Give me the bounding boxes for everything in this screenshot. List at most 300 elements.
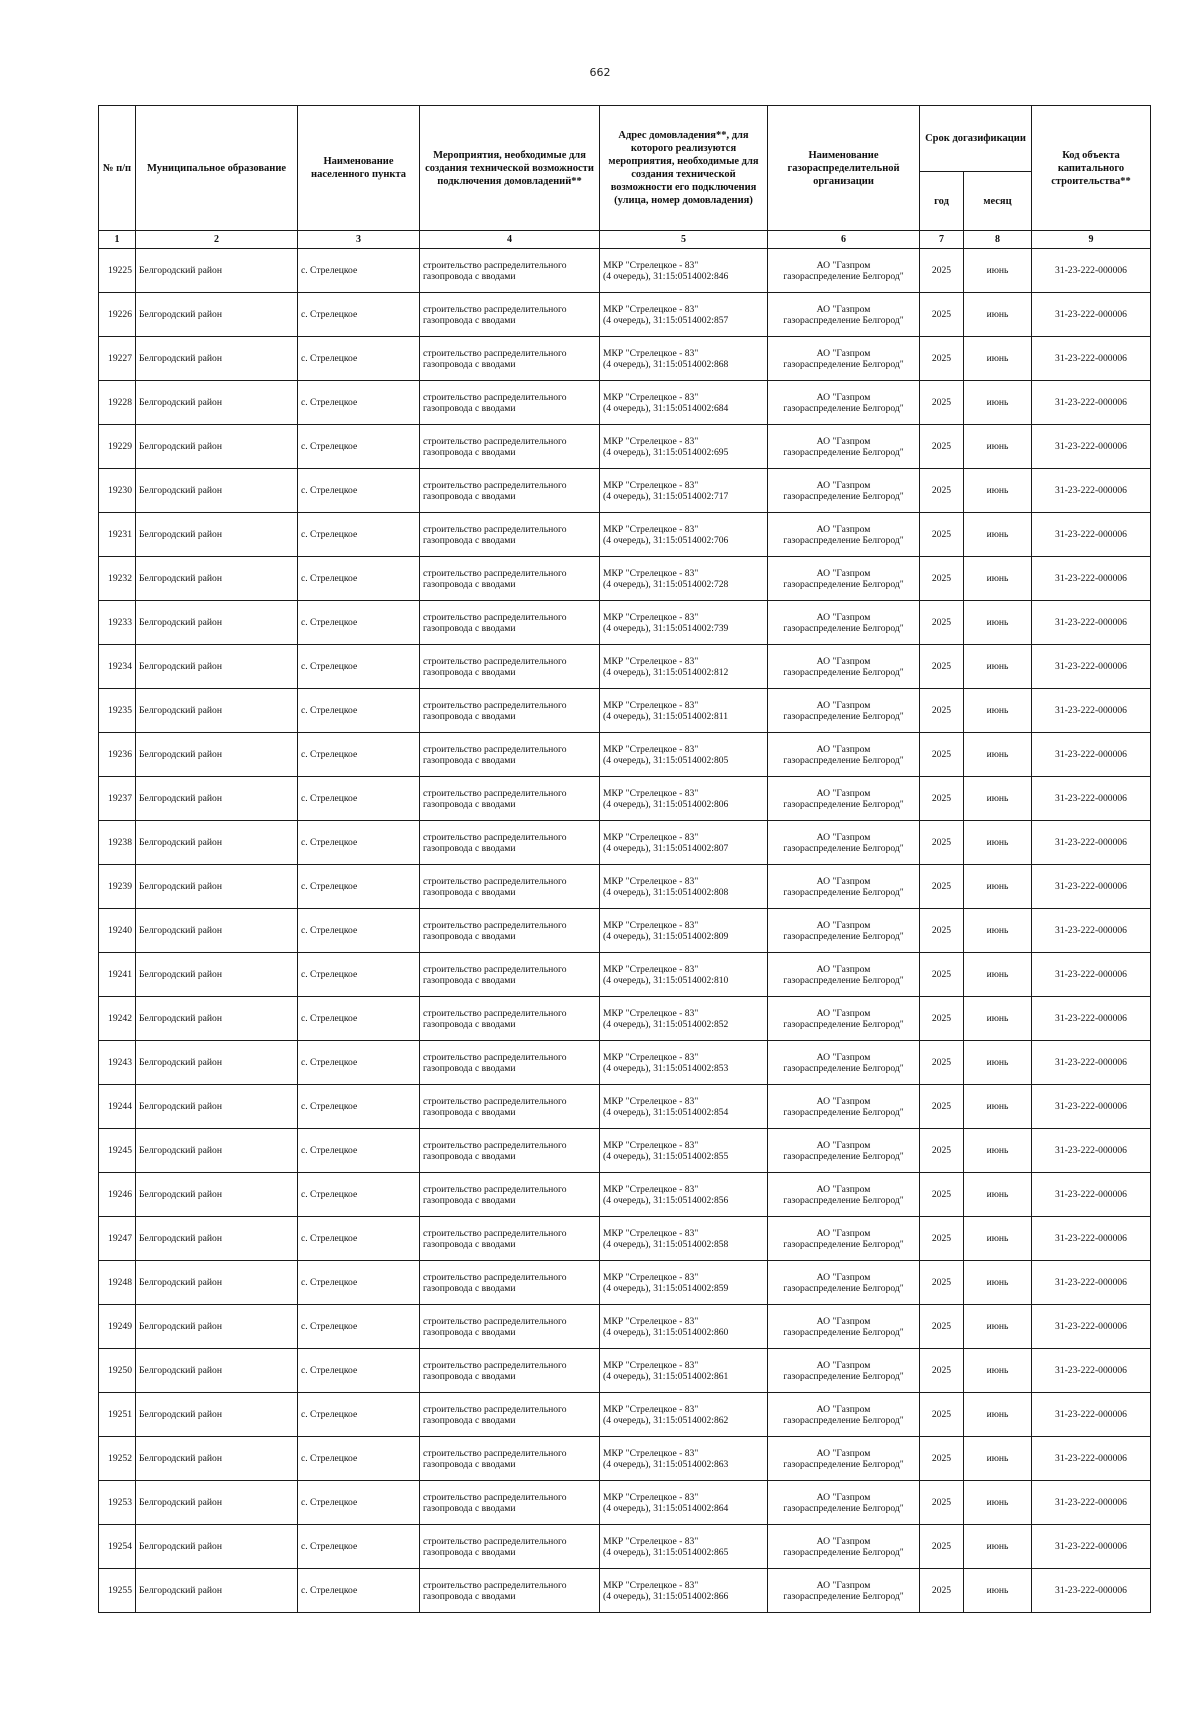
cell-settlement: с. Стрелецкое: [298, 249, 420, 293]
cell-measures: строительство распределительного газопровода с вводами: [420, 1305, 600, 1349]
cell-measures: строительство распределительного газопровода с вводами: [420, 909, 600, 953]
cell-organization-line: АО "Газпром: [816, 919, 871, 931]
cell-code: 31-23-222-000006: [1032, 909, 1151, 953]
cell-organization-line: газораспределение Белгород": [783, 974, 904, 986]
cell-settlement: с. Стрелецкое: [298, 469, 420, 513]
cell-month: июнь: [964, 1085, 1032, 1129]
cell-address: [600, 1569, 768, 1613]
cell-address-line: (4 очередь), 31:15:0514002:810: [603, 974, 729, 986]
cell-organization: [768, 733, 920, 777]
cell-code: 31-23-222-000006: [1032, 1525, 1151, 1569]
cell-measures: строительство распределительного газопровода с вводами: [420, 293, 600, 337]
cell-address: [600, 293, 768, 337]
cell-code: 31-23-222-000006: [1032, 689, 1151, 733]
cell-address: [600, 513, 768, 557]
cell-settlement: с. Стрелецкое: [298, 1525, 420, 1569]
cell-organization-line: АО "Газпром: [816, 963, 871, 975]
cell-year: 2025: [920, 1173, 964, 1217]
cell-municipality: Белгородский район: [136, 469, 298, 513]
cell-measures: строительство распределительного газопровода с вводами: [420, 1481, 600, 1525]
table-row: [99, 689, 1151, 733]
cell-address-line: (4 очередь), 31:15:0514002:811: [603, 710, 728, 722]
cell-organization: [768, 601, 920, 645]
cell-organization-line: АО "Газпром: [816, 347, 871, 359]
cell-address-line: МКР "Стрелецкое - 83": [603, 787, 699, 799]
cell-address: [600, 1041, 768, 1085]
cell-organization-line: АО "Газпром: [816, 1007, 871, 1019]
cell-num: 19233: [99, 601, 136, 645]
cell-month: июнь: [964, 909, 1032, 953]
cell-measures: строительство распределительного газопровода с вводами: [420, 557, 600, 601]
cell-municipality: Белгородский район: [136, 425, 298, 469]
column-number: 8: [964, 231, 1032, 249]
cell-code: 31-23-222-000006: [1032, 337, 1151, 381]
cell-organization: [768, 997, 920, 1041]
cell-organization-line: газораспределение Белгород": [783, 1062, 904, 1074]
cell-num: 19227: [99, 337, 136, 381]
cell-organization-line: АО "Газпром: [816, 303, 871, 315]
cell-address: [600, 469, 768, 513]
cell-address-line: (4 очередь), 31:15:0514002:846: [603, 270, 729, 282]
cell-month: июнь: [964, 1525, 1032, 1569]
cell-code: 31-23-222-000006: [1032, 1261, 1151, 1305]
cell-measures: строительство распределительного газопровода с вводами: [420, 1173, 600, 1217]
table-row: [99, 1569, 1151, 1613]
cell-num: 19245: [99, 1129, 136, 1173]
cell-address-line: (4 очередь), 31:15:0514002:857: [603, 314, 729, 326]
cell-code: 31-23-222-000006: [1032, 1481, 1151, 1525]
cell-address: [600, 381, 768, 425]
cell-code: 31-23-222-000006: [1032, 469, 1151, 513]
cell-municipality: Белгородский район: [136, 865, 298, 909]
cell-address-line: (4 очередь), 31:15:0514002:861: [603, 1370, 729, 1382]
cell-num: 19234: [99, 645, 136, 689]
cell-measures: строительство распределительного газопровода с вводами: [420, 953, 600, 997]
table-row: [99, 1393, 1151, 1437]
cell-address: [600, 1437, 768, 1481]
cell-measures: строительство распределительного газопровода с вводами: [420, 1525, 600, 1569]
cell-organization-line: газораспределение Белгород": [783, 1326, 904, 1338]
header-month: месяц: [964, 172, 1032, 231]
cell-address-line: (4 очередь), 31:15:0514002:706: [603, 534, 729, 546]
cell-month: июнь: [964, 1569, 1032, 1613]
cell-month: июнь: [964, 821, 1032, 865]
cell-address-line: (4 очередь), 31:15:0514002:812: [603, 666, 729, 678]
cell-address: [600, 1393, 768, 1437]
cell-address-line: МКР "Стрелецкое - 83": [603, 919, 699, 931]
cell-address-line: МКР "Стрелецкое - 83": [603, 1051, 699, 1063]
cell-code: 31-23-222-000006: [1032, 1129, 1151, 1173]
cell-measures: строительство распределительного газопровода с вводами: [420, 1085, 600, 1129]
cell-code: 31-23-222-000006: [1032, 1041, 1151, 1085]
cell-settlement: с. Стрелецкое: [298, 1569, 420, 1613]
cell-address-line: (4 очередь), 31:15:0514002:739: [603, 622, 729, 634]
cell-organization: [768, 645, 920, 689]
cell-address-line: МКР "Стрелецкое - 83": [603, 875, 699, 887]
cell-address-line: (4 очередь), 31:15:0514002:859: [603, 1282, 729, 1294]
cell-address-line: (4 очередь), 31:15:0514002:865: [603, 1546, 729, 1558]
cell-organization-line: газораспределение Белгород": [783, 578, 904, 590]
cell-address-line: МКР "Стрелецкое - 83": [603, 347, 699, 359]
cell-address-line: МКР "Стрелецкое - 83": [603, 1139, 699, 1151]
table-row: [99, 425, 1151, 469]
cell-settlement: с. Стрелецкое: [298, 997, 420, 1041]
cell-code: 31-23-222-000006: [1032, 557, 1151, 601]
cell-municipality: Белгородский район: [136, 249, 298, 293]
cell-municipality: Белгородский район: [136, 733, 298, 777]
cell-address-line: МКР "Стрелецкое - 83": [603, 259, 699, 271]
header-deadline: Срок догазификации: [920, 106, 1032, 172]
cell-address-line: МКР "Стрелецкое - 83": [603, 1491, 699, 1503]
cell-settlement: с. Стрелецкое: [298, 425, 420, 469]
cell-month: июнь: [964, 645, 1032, 689]
cell-municipality: Белгородский район: [136, 1085, 298, 1129]
table-row: [99, 337, 1151, 381]
cell-num: 19247: [99, 1217, 136, 1261]
cell-address: [600, 1525, 768, 1569]
cell-address-line: (4 очередь), 31:15:0514002:695: [603, 446, 729, 458]
cell-settlement: с. Стрелецкое: [298, 1261, 420, 1305]
cell-municipality: Белгородский район: [136, 777, 298, 821]
cell-code: 31-23-222-000006: [1032, 1569, 1151, 1613]
cell-organization: [768, 1349, 920, 1393]
cell-municipality: Белгородский район: [136, 689, 298, 733]
cell-organization: [768, 1437, 920, 1481]
cell-num: 19229: [99, 425, 136, 469]
cell-municipality: Белгородский район: [136, 1349, 298, 1393]
cell-address-line: (4 очередь), 31:15:0514002:863: [603, 1458, 729, 1470]
cell-address: [600, 425, 768, 469]
table-row: [99, 381, 1151, 425]
cell-organization-line: АО "Газпром: [816, 611, 871, 623]
cell-year: 2025: [920, 1349, 964, 1393]
table-row: [99, 997, 1151, 1041]
cell-year: 2025: [920, 777, 964, 821]
cell-organization-line: АО "Газпром: [816, 1579, 871, 1591]
cell-organization-line: АО "Газпром: [816, 391, 871, 403]
cell-year: 2025: [920, 557, 964, 601]
cell-measures: строительство распределительного газопровода с вводами: [420, 689, 600, 733]
cell-month: июнь: [964, 953, 1032, 997]
cell-month: июнь: [964, 469, 1032, 513]
cell-year: 2025: [920, 1437, 964, 1481]
table-row: [99, 909, 1151, 953]
cell-organization-line: газораспределение Белгород": [783, 1458, 904, 1470]
cell-organization-line: газораспределение Белгород": [783, 446, 904, 458]
cell-settlement: с. Стрелецкое: [298, 557, 420, 601]
cell-address-line: (4 очередь), 31:15:0514002:807: [603, 842, 729, 854]
cell-organization-line: газораспределение Белгород": [783, 754, 904, 766]
cell-measures: строительство распределительного газопровода с вводами: [420, 513, 600, 557]
cell-address-line: МКР "Стрелецкое - 83": [603, 1007, 699, 1019]
cell-organization-line: газораспределение Белгород": [783, 622, 904, 634]
cell-address: [600, 557, 768, 601]
cell-code: 31-23-222-000006: [1032, 1085, 1151, 1129]
cell-num: 19252: [99, 1437, 136, 1481]
cell-organization: [768, 689, 920, 733]
cell-month: июнь: [964, 1305, 1032, 1349]
cell-organization: [768, 821, 920, 865]
cell-settlement: с. Стрелецкое: [298, 337, 420, 381]
cell-address-line: МКР "Стрелецкое - 83": [603, 479, 699, 491]
cell-num: 19228: [99, 381, 136, 425]
cell-year: 2025: [920, 997, 964, 1041]
cell-year: 2025: [920, 689, 964, 733]
cell-year: 2025: [920, 1525, 964, 1569]
table-row: [99, 821, 1151, 865]
gasification-table: [98, 105, 1151, 1613]
cell-code: 31-23-222-000006: [1032, 1217, 1151, 1261]
cell-year: 2025: [920, 1393, 964, 1437]
cell-organization-line: газораспределение Белгород": [783, 534, 904, 546]
cell-address-line: МКР "Стрелецкое - 83": [603, 831, 699, 843]
cell-settlement: с. Стрелецкое: [298, 1217, 420, 1261]
cell-address-line: (4 очередь), 31:15:0514002:854: [603, 1106, 729, 1118]
cell-num: 19226: [99, 293, 136, 337]
cell-code: 31-23-222-000006: [1032, 733, 1151, 777]
cell-municipality: Белгородский район: [136, 513, 298, 557]
cell-num: 19249: [99, 1305, 136, 1349]
cell-address: [600, 337, 768, 381]
cell-year: 2025: [920, 425, 964, 469]
column-number: 9: [1032, 231, 1151, 249]
cell-organization-line: газораспределение Белгород": [783, 1194, 904, 1206]
cell-organization: [768, 1085, 920, 1129]
table-row: [99, 777, 1151, 821]
cell-year: 2025: [920, 1217, 964, 1261]
cell-address-line: МКР "Стрелецкое - 83": [603, 391, 699, 403]
cell-organization: [768, 1261, 920, 1305]
cell-organization-line: газораспределение Белгород": [783, 1150, 904, 1162]
cell-measures: строительство распределительного газопровода с вводами: [420, 1041, 600, 1085]
cell-month: июнь: [964, 1261, 1032, 1305]
cell-address-line: МКР "Стрелецкое - 83": [603, 523, 699, 535]
cell-address-line: МКР "Стрелецкое - 83": [603, 303, 699, 315]
cell-organization-line: АО "Газпром: [816, 1491, 871, 1503]
cell-organization-line: газораспределение Белгород": [783, 358, 904, 370]
cell-organization: [768, 337, 920, 381]
table-row: [99, 953, 1151, 997]
table-row: [99, 1349, 1151, 1393]
cell-address-line: (4 очередь), 31:15:0514002:868: [603, 358, 729, 370]
cell-organization: [768, 1173, 920, 1217]
cell-address-line: МКР "Стрелецкое - 83": [603, 1447, 699, 1459]
cell-num: 19244: [99, 1085, 136, 1129]
cell-address-line: МКР "Стрелецкое - 83": [603, 699, 699, 711]
cell-municipality: Белгородский район: [136, 1569, 298, 1613]
header-measures: Мероприятия, необходимые для создания технической возможности подключения домовладений**: [420, 106, 600, 231]
cell-organization-line: газораспределение Белгород": [783, 1414, 904, 1426]
cell-municipality: Белгородский район: [136, 557, 298, 601]
column-number: 6: [768, 231, 920, 249]
cell-settlement: с. Стрелецкое: [298, 513, 420, 557]
cell-code: 31-23-222-000006: [1032, 1349, 1151, 1393]
cell-month: июнь: [964, 249, 1032, 293]
cell-address-line: (4 очередь), 31:15:0514002:684: [603, 402, 729, 414]
cell-organization: [768, 381, 920, 425]
cell-organization-line: газораспределение Белгород": [783, 1546, 904, 1558]
table-row: [99, 1129, 1151, 1173]
cell-num: 19235: [99, 689, 136, 733]
cell-year: 2025: [920, 1129, 964, 1173]
cell-municipality: Белгородский район: [136, 1129, 298, 1173]
cell-address: [600, 1261, 768, 1305]
cell-settlement: с. Стрелецкое: [298, 1129, 420, 1173]
cell-settlement: с. Стрелецкое: [298, 865, 420, 909]
header-address: Адрес домовладения**, для которого реализуются мероприятия, необходимые для создания технической возможности его подключения (улица, номер домовладения): [600, 106, 768, 231]
cell-month: июнь: [964, 1393, 1032, 1437]
cell-year: 2025: [920, 733, 964, 777]
table-row: [99, 1085, 1151, 1129]
cell-settlement: с. Стрелецкое: [298, 733, 420, 777]
cell-measures: строительство распределительного газопровода с вводами: [420, 1569, 600, 1613]
cell-address-line: МКР "Стрелецкое - 83": [603, 1183, 699, 1195]
cell-organization: [768, 513, 920, 557]
cell-settlement: с. Стрелецкое: [298, 1393, 420, 1437]
cell-num: 19230: [99, 469, 136, 513]
cell-municipality: Белгородский район: [136, 1217, 298, 1261]
table-row: [99, 1481, 1151, 1525]
cell-organization-line: АО "Газпром: [816, 1359, 871, 1371]
cell-municipality: Белгородский район: [136, 381, 298, 425]
cell-settlement: с. Стрелецкое: [298, 777, 420, 821]
cell-settlement: с. Стрелецкое: [298, 1173, 420, 1217]
table-header: [99, 106, 1151, 249]
cell-municipality: Белгородский район: [136, 1173, 298, 1217]
table-row: [99, 469, 1151, 513]
cell-organization-line: АО "Газпром: [816, 1183, 871, 1195]
cell-address: [600, 909, 768, 953]
cell-organization-line: АО "Газпром: [816, 875, 871, 887]
cell-address: [600, 1481, 768, 1525]
cell-address-line: МКР "Стрелецкое - 83": [603, 567, 699, 579]
cell-year: 2025: [920, 601, 964, 645]
cell-address-line: МКР "Стрелецкое - 83": [603, 1315, 699, 1327]
cell-organization-line: газораспределение Белгород": [783, 314, 904, 326]
cell-month: июнь: [964, 337, 1032, 381]
cell-address-line: (4 очередь), 31:15:0514002:805: [603, 754, 729, 766]
cell-year: 2025: [920, 865, 964, 909]
cell-measures: строительство распределительного газопровода с вводами: [420, 601, 600, 645]
cell-address-line: МКР "Стрелецкое - 83": [603, 1403, 699, 1415]
table-row: [99, 645, 1151, 689]
cell-code: 31-23-222-000006: [1032, 249, 1151, 293]
cell-month: июнь: [964, 1349, 1032, 1393]
cell-address: [600, 1085, 768, 1129]
cell-code: 31-23-222-000006: [1032, 601, 1151, 645]
cell-settlement: с. Стрелецкое: [298, 381, 420, 425]
cell-organization-line: газораспределение Белгород": [783, 270, 904, 282]
cell-year: 2025: [920, 381, 964, 425]
cell-organization-line: АО "Газпром: [816, 479, 871, 491]
table-row: [99, 1041, 1151, 1085]
cell-measures: строительство распределительного газопровода с вводами: [420, 249, 600, 293]
header-settlement: Наименование населенного пункта: [298, 106, 420, 231]
cell-organization-line: газораспределение Белгород": [783, 1590, 904, 1602]
cell-organization-line: АО "Газпром: [816, 1271, 871, 1283]
cell-organization: [768, 1217, 920, 1261]
cell-municipality: Белгородский район: [136, 1261, 298, 1305]
cell-organization: [768, 865, 920, 909]
table-row: [99, 513, 1151, 557]
cell-month: июнь: [964, 1173, 1032, 1217]
cell-settlement: с. Стрелецкое: [298, 953, 420, 997]
cell-month: июнь: [964, 1481, 1032, 1525]
cell-address-line: МКР "Стрелецкое - 83": [603, 1271, 699, 1283]
cell-settlement: с. Стрелецкое: [298, 1437, 420, 1481]
cell-organization-line: АО "Газпром: [816, 1447, 871, 1459]
cell-month: июнь: [964, 733, 1032, 777]
cell-organization: [768, 425, 920, 469]
cell-organization-line: газораспределение Белгород": [783, 798, 904, 810]
cell-year: 2025: [920, 1085, 964, 1129]
cell-code: 31-23-222-000006: [1032, 425, 1151, 469]
cell-address: [600, 601, 768, 645]
cell-num: 19236: [99, 733, 136, 777]
cell-year: 2025: [920, 469, 964, 513]
cell-measures: строительство распределительного газопровода с вводами: [420, 821, 600, 865]
cell-organization: [768, 1569, 920, 1613]
cell-organization: [768, 293, 920, 337]
cell-num: 19255: [99, 1569, 136, 1613]
cell-month: июнь: [964, 1041, 1032, 1085]
cell-organization-line: АО "Газпром: [816, 1535, 871, 1547]
column-numbers-row: [99, 231, 1151, 249]
cell-municipality: Белгородский район: [136, 645, 298, 689]
cell-address: [600, 777, 768, 821]
cell-organization: [768, 557, 920, 601]
cell-organization-line: АО "Газпром: [816, 1139, 871, 1151]
table-row: [99, 601, 1151, 645]
cell-code: 31-23-222-000006: [1032, 821, 1151, 865]
cell-municipality: Белгородский район: [136, 909, 298, 953]
cell-code: 31-23-222-000006: [1032, 381, 1151, 425]
cell-organization: [768, 1393, 920, 1437]
cell-month: июнь: [964, 777, 1032, 821]
table-row: [99, 1437, 1151, 1481]
cell-year: 2025: [920, 645, 964, 689]
cell-address-line: МКР "Стрелецкое - 83": [603, 963, 699, 975]
cell-month: июнь: [964, 381, 1032, 425]
cell-month: июнь: [964, 689, 1032, 733]
page-number: 662: [589, 66, 611, 79]
cell-organization-line: АО "Газпром: [816, 1227, 871, 1239]
cell-num: 19239: [99, 865, 136, 909]
cell-year: 2025: [920, 337, 964, 381]
cell-num: 19251: [99, 1393, 136, 1437]
cell-settlement: с. Стрелецкое: [298, 645, 420, 689]
column-number: 1: [99, 231, 136, 249]
cell-address-line: (4 очередь), 31:15:0514002:728: [603, 578, 729, 590]
cell-month: июнь: [964, 293, 1032, 337]
cell-organization-line: АО "Газпром: [816, 1051, 871, 1063]
cell-organization-line: АО "Газпром: [816, 259, 871, 271]
cell-organization: [768, 777, 920, 821]
cell-settlement: с. Стрелецкое: [298, 1481, 420, 1525]
table-row: [99, 1525, 1151, 1569]
cell-municipality: Белгородский район: [136, 1525, 298, 1569]
cell-organization-line: газораспределение Белгород": [783, 1106, 904, 1118]
cell-organization: [768, 1481, 920, 1525]
header-num: № п/п: [99, 106, 136, 231]
cell-municipality: Белгородский район: [136, 1305, 298, 1349]
cell-municipality: Белгородский район: [136, 1481, 298, 1525]
table-row: [99, 557, 1151, 601]
cell-municipality: Белгородский район: [136, 953, 298, 997]
cell-year: 2025: [920, 1569, 964, 1613]
cell-month: июнь: [964, 997, 1032, 1041]
table-row: [99, 293, 1151, 337]
